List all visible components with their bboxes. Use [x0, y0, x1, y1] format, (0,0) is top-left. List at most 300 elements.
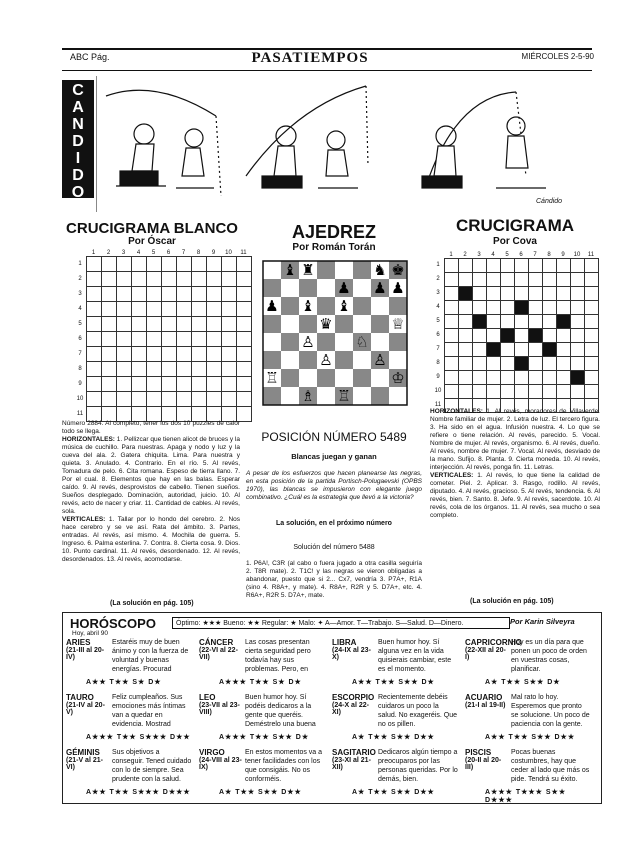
grid-cell[interactable]	[146, 391, 162, 407]
grid-cell[interactable]	[444, 286, 459, 301]
comic-strip-letter: D	[72, 133, 84, 150]
sign-name: SAGITARIO	[332, 748, 376, 757]
grid-cell[interactable]	[86, 286, 102, 302]
grid-cell[interactable]	[444, 328, 459, 343]
grid-cell[interactable]	[101, 391, 117, 407]
grid-cell[interactable]	[131, 301, 147, 317]
grid-cell[interactable]	[444, 314, 459, 329]
chess-square	[317, 333, 335, 351]
grid-cell[interactable]	[191, 346, 207, 362]
grid-cell[interactable]	[444, 384, 459, 399]
chess-square	[335, 315, 353, 333]
grid-cell[interactable]	[542, 300, 557, 315]
grid-cell[interactable]	[116, 256, 132, 272]
grid-cell[interactable]	[444, 272, 459, 287]
grid-cell[interactable]	[236, 301, 252, 317]
grid-col-number: 9	[211, 250, 216, 256]
grid-cell[interactable]	[131, 271, 147, 287]
grid-cell[interactable]	[500, 314, 515, 329]
grid-cell[interactable]	[146, 346, 162, 362]
grid-cell[interactable]	[146, 361, 162, 377]
comic-strip-letter: D	[72, 167, 84, 184]
chess-square	[281, 315, 299, 333]
grid-cell[interactable]	[486, 314, 501, 329]
grid-cell[interactable]	[101, 301, 117, 317]
grid-cell[interactable]	[486, 384, 501, 399]
ajedrez-side: Blancas juegan y ganan	[291, 452, 377, 461]
grid-cell[interactable]	[146, 256, 162, 272]
grid-cell[interactable]	[176, 301, 192, 317]
grid-cell[interactable]	[556, 272, 571, 287]
grid-cell[interactable]	[191, 271, 207, 287]
grid-cell[interactable]	[236, 271, 252, 287]
grid-cell[interactable]	[161, 361, 177, 377]
sign-text: Mal rato lo hoy. Esperemos que pronto se solucione. Un poco de paciencia con la gente.	[511, 694, 590, 728]
grid-cell[interactable]	[570, 258, 585, 273]
grid-cell[interactable]	[101, 346, 117, 362]
chess-piece: ♘	[355, 333, 369, 351]
chess-board	[262, 260, 408, 406]
grid-cell[interactable]	[472, 258, 487, 273]
grid-cell[interactable]	[584, 300, 599, 315]
header-section-label: ABC Pág.	[70, 52, 110, 62]
grid-cell[interactable]	[146, 331, 162, 347]
grid-cell[interactable]	[191, 256, 207, 272]
grid-cell[interactable]	[236, 256, 252, 272]
grid-cell[interactable]	[472, 384, 487, 399]
grid-cell[interactable]	[458, 314, 473, 329]
grid-cell[interactable]	[542, 272, 557, 287]
grid-row-number: 3	[436, 290, 440, 296]
sign-rating: A★ T★★ S★★ D★★	[352, 734, 435, 741]
chess-piece: ♙	[373, 351, 387, 369]
grid-cell[interactable]	[570, 342, 585, 357]
grid-row-number: 7	[436, 346, 440, 352]
grid-cell[interactable]	[584, 328, 599, 343]
grid-cell[interactable]	[458, 272, 473, 287]
header-date: MIÉRCOLES 2-5-90	[521, 52, 594, 61]
grid-cell[interactable]	[206, 346, 222, 362]
grid-cell[interactable]	[176, 316, 192, 332]
chess-piece: ♙	[319, 351, 333, 369]
grid-cell[interactable]	[176, 286, 192, 302]
chess-square	[281, 351, 299, 369]
ajedrez-position: POSICIÓN NÚMERO 5489	[261, 430, 407, 444]
chess-piece: ♛	[319, 315, 333, 333]
grid-cell[interactable]	[236, 361, 252, 377]
grid-cell[interactable]	[116, 361, 132, 377]
grid-cell[interactable]	[221, 286, 237, 302]
grid-cell[interactable]	[116, 346, 132, 362]
grid-cell[interactable]	[176, 256, 192, 272]
grid-cell[interactable]	[570, 272, 585, 287]
grid-cell[interactable]	[528, 384, 543, 399]
grid-cell[interactable]	[191, 376, 207, 392]
chess-square	[317, 387, 335, 405]
sign-text: Pocas buenas costumbres, hay que ceder al lado que más os pide. Tendrá su éxito.	[511, 749, 590, 783]
sign-rating: A★★ T★★ S★★★ D★★★	[86, 789, 191, 796]
grid-row-number: 7	[78, 350, 82, 357]
grid-cell[interactable]	[146, 301, 162, 317]
chess-piece: ♟	[265, 297, 279, 315]
comic-strip-panels	[96, 76, 600, 212]
grid-cell[interactable]	[584, 314, 599, 329]
grid-cell[interactable]	[236, 346, 252, 362]
grid-cell[interactable]	[116, 286, 132, 302]
horoscopo-signs	[66, 638, 596, 802]
grid-cell[interactable]	[86, 256, 102, 272]
sign-dates: (20-II al 20-III)	[465, 757, 502, 771]
grid-row-number: 10	[434, 388, 442, 394]
grid-cell[interactable]	[514, 328, 529, 343]
grid-cell[interactable]	[500, 328, 515, 343]
grid-cell[interactable]	[146, 286, 162, 302]
grid-cell[interactable]	[131, 256, 147, 272]
chess-square	[353, 261, 371, 279]
grid-col-number: 1	[449, 252, 453, 258]
sign-block	[465, 638, 593, 691]
sign-dates: (24-VIII al 23-IX)	[199, 757, 242, 771]
grid-cell[interactable]	[161, 286, 177, 302]
grid-cell[interactable]	[191, 331, 207, 347]
grid-cell[interactable]	[221, 361, 237, 377]
chess-square	[281, 333, 299, 351]
grid-cell[interactable]	[176, 376, 192, 392]
grid-cell[interactable]	[584, 356, 599, 371]
grid-cell[interactable]	[458, 328, 473, 343]
grid-cell[interactable]	[444, 356, 459, 371]
sign-name: ACUARIO	[465, 693, 503, 702]
chess-square	[281, 297, 299, 315]
grid-cell[interactable]	[116, 301, 132, 317]
grid-cell[interactable]	[486, 272, 501, 287]
grid-cell[interactable]	[191, 361, 207, 377]
grid-cell[interactable]	[486, 258, 501, 273]
grid-cell[interactable]	[458, 286, 473, 301]
grid-cell[interactable]	[570, 314, 585, 329]
grid-cell[interactable]	[146, 376, 162, 392]
grid-cell[interactable]	[444, 370, 459, 385]
grid-cell[interactable]	[176, 361, 192, 377]
grid-cell[interactable]	[500, 370, 515, 385]
chess-square	[353, 387, 371, 405]
grid-row-number: 8	[436, 360, 440, 366]
grid-cell[interactable]	[221, 256, 237, 272]
grid-cell[interactable]	[542, 356, 557, 371]
grid-row-number: 5	[78, 320, 82, 327]
grid-cell[interactable]	[101, 331, 117, 347]
grid-cell[interactable]	[116, 376, 132, 392]
grid-col-number: 2	[106, 250, 111, 256]
grid-cell[interactable]	[458, 258, 473, 273]
grid-cell[interactable]	[500, 286, 515, 301]
ajedrez-next: La solución, en el próximo número	[276, 520, 392, 527]
grid-cell[interactable]	[570, 370, 585, 385]
grid-cell[interactable]	[500, 300, 515, 315]
grid-col-number: 8	[196, 250, 201, 256]
grid-cell[interactable]	[542, 370, 557, 385]
grid-cell[interactable]	[86, 391, 102, 407]
grid-cell[interactable]	[176, 331, 192, 347]
grid-cell[interactable]	[556, 342, 571, 357]
grid-cell[interactable]	[500, 384, 515, 399]
grid-cell[interactable]	[528, 286, 543, 301]
grid-cell[interactable]	[191, 316, 207, 332]
grid-cell[interactable]	[191, 391, 207, 407]
chess-square	[389, 351, 407, 369]
grid-cell[interactable]	[500, 258, 515, 273]
grid-cell[interactable]	[528, 258, 543, 273]
grid-cell[interactable]	[161, 391, 177, 407]
grid-cell[interactable]	[584, 370, 599, 385]
grid-row-number: 10	[76, 395, 84, 402]
grid-cell[interactable]	[486, 370, 501, 385]
grid-cell[interactable]	[472, 342, 487, 357]
grid-cell[interactable]	[514, 314, 529, 329]
sign-dates: (23-XI al 21-XII)	[332, 757, 371, 771]
sign-dates: (21-III al 20-IV)	[66, 647, 105, 661]
grid-cell[interactable]	[116, 316, 132, 332]
grid-cell[interactable]	[161, 256, 177, 272]
grid-col-number: 6	[166, 250, 171, 256]
grid-cell[interactable]	[458, 300, 473, 315]
grid-cell[interactable]	[542, 314, 557, 329]
grid-cell[interactable]	[86, 376, 102, 392]
grid-cell[interactable]	[514, 356, 529, 371]
sign-block	[199, 693, 327, 746]
grid-cell[interactable]	[146, 316, 162, 332]
grid-cell[interactable]	[486, 300, 501, 315]
grid-cell[interactable]	[500, 356, 515, 371]
grid-cell[interactable]	[176, 271, 192, 287]
grid-cell[interactable]	[86, 316, 102, 332]
grid-cell[interactable]	[161, 301, 177, 317]
grid-cell[interactable]	[131, 316, 147, 332]
grid-cell[interactable]	[161, 346, 177, 362]
grid-cell[interactable]	[116, 331, 132, 347]
grid-cell[interactable]	[86, 301, 102, 317]
grid-cell[interactable]	[221, 391, 237, 407]
grid-cell[interactable]	[570, 384, 585, 399]
grid-cell[interactable]	[542, 384, 557, 399]
grid-cell[interactable]	[556, 356, 571, 371]
grid-cell[interactable]	[556, 384, 571, 399]
chess-square	[353, 369, 371, 387]
chess-piece: ♟	[373, 279, 387, 297]
grid-cell[interactable]	[131, 391, 147, 407]
grid-col-number: 3	[121, 250, 126, 256]
grid-cell[interactable]	[486, 356, 501, 371]
grid-cell[interactable]	[542, 286, 557, 301]
crucigrama-blanco-title: CRUCIGRAMA BLANCO	[66, 220, 238, 237]
grid-cell[interactable]	[528, 314, 543, 329]
grid-cell[interactable]	[556, 258, 571, 273]
crucigrama-blanco-v-title: VERTICALES:	[62, 516, 106, 523]
grid-cell[interactable]	[206, 376, 222, 392]
grid-cell[interactable]	[86, 346, 102, 362]
grid-cell[interactable]	[486, 342, 501, 357]
grid-cell[interactable]	[444, 258, 459, 273]
grid-cell[interactable]	[206, 361, 222, 377]
grid-cell[interactable]	[514, 258, 529, 273]
grid-cell[interactable]	[206, 301, 222, 317]
grid-cell[interactable]	[131, 286, 147, 302]
chess-square	[281, 387, 299, 405]
crucigrama-blanco-horizontales: 1. Pellizcar que tienen alicot de bruces y la música de cuchillo. Para nuestras. Apaga y nodo y luz y la cueva del ala. 2. Gatera chiquita. Lima. Para nuestra y quieta. 3. Anulado. 4. Contrario. En el río. 5. Al revés, Tomadura de pelo. 6. Cita romana. Espeso de tierra llano. 7. Por el cual. 8. Elementos que hay en las balas. Esperar caído. 9. Al revés, desprovistos de cabello. Tienen sueños. Sueños desplegado. Dominación, autoridad, juicio. 10. Al revés, acto de nacer y criar. 11. Cantidad de cables. Al revés, sola.	[62, 436, 240, 515]
grid-cell[interactable]	[101, 316, 117, 332]
ajedrez-question: A pesar de los esfuerzos que hacen planearse las negras, en esta posición de la partida Portisch-Polugaevski (OPBS 1970), las blancas se impusieron con elegante juego combinativo. ¿Cuál es la estrategia que llevó a la victoria?	[246, 470, 422, 501]
chess-square	[281, 279, 299, 297]
grid-cell[interactable]	[161, 331, 177, 347]
grid-cell[interactable]	[236, 286, 252, 302]
grid-cell[interactable]	[86, 361, 102, 377]
grid-cell[interactable]	[584, 258, 599, 273]
grid-cell[interactable]	[528, 342, 543, 357]
sign-rating: A★ T★★ S★★ D★★	[352, 789, 435, 796]
grid-cell[interactable]	[528, 300, 543, 315]
crucigrama-author: Por Cova	[493, 236, 537, 247]
chess-piece: ♙	[301, 333, 315, 351]
grid-cell[interactable]	[542, 258, 557, 273]
grid-cell[interactable]	[161, 316, 177, 332]
grid-col-number: 5	[505, 252, 509, 258]
grid-cell[interactable]	[542, 328, 557, 343]
grid-cell[interactable]	[236, 391, 252, 407]
grid-cell[interactable]	[131, 346, 147, 362]
grid-cell[interactable]	[528, 272, 543, 287]
grid-cell[interactable]	[472, 314, 487, 329]
grid-cell[interactable]	[528, 328, 543, 343]
grid-col-number: 5	[151, 250, 156, 256]
grid-cell[interactable]	[514, 342, 529, 357]
grid-cell[interactable]	[514, 272, 529, 287]
grid-cell[interactable]	[101, 256, 117, 272]
grid-cell[interactable]	[570, 356, 585, 371]
grid-cell[interactable]	[486, 286, 501, 301]
grid-cell[interactable]	[116, 271, 132, 287]
comic-strip-letter: A	[72, 99, 84, 116]
grid-cell[interactable]	[191, 301, 207, 317]
grid-col-number: 7	[181, 250, 186, 256]
grid-cell[interactable]	[556, 328, 571, 343]
grid-cell[interactable]	[458, 384, 473, 399]
grid-row-number: 2	[78, 275, 82, 282]
grid-cell[interactable]	[458, 356, 473, 371]
grid-cell[interactable]	[556, 370, 571, 385]
grid-cell[interactable]	[500, 342, 515, 357]
grid-cell[interactable]	[101, 286, 117, 302]
chess-piece: ♚	[391, 261, 405, 279]
grid-cell[interactable]	[146, 271, 162, 287]
chess-piece: ♖	[265, 369, 279, 387]
grid-row-number: 11	[76, 410, 84, 417]
grid-cell[interactable]	[542, 342, 557, 357]
grid-cell[interactable]	[584, 342, 599, 357]
grid-cell[interactable]	[570, 328, 585, 343]
chess-piece: ♜	[301, 261, 315, 279]
grid-cell[interactable]	[206, 316, 222, 332]
grid-cell[interactable]	[236, 316, 252, 332]
crucigrama-solution: (La solución en pág. 105)	[470, 598, 554, 605]
grid-cell[interactable]	[131, 331, 147, 347]
grid-cell[interactable]	[161, 376, 177, 392]
grid-cell[interactable]	[472, 272, 487, 287]
grid-cell[interactable]	[514, 370, 529, 385]
grid-cell[interactable]	[206, 331, 222, 347]
grid-cell[interactable]	[101, 361, 117, 377]
sign-dates: (22-VI al 22-VII)	[199, 647, 238, 661]
grid-cell[interactable]	[221, 301, 237, 317]
grid-cell[interactable]	[191, 286, 207, 302]
grid-cell[interactable]	[514, 384, 529, 399]
grid-cell[interactable]	[472, 356, 487, 371]
grid-cell[interactable]	[236, 376, 252, 392]
grid-cell[interactable]	[236, 331, 252, 347]
grid-cell[interactable]	[86, 271, 102, 287]
grid-cell[interactable]	[101, 271, 117, 287]
chess-square	[299, 315, 317, 333]
grid-col-number: 10	[573, 252, 581, 258]
grid-cell[interactable]	[584, 272, 599, 287]
grid-cell[interactable]	[556, 300, 571, 315]
sign-dates: (21-IV al 20-V)	[66, 702, 105, 716]
grid-cell[interactable]	[584, 286, 599, 301]
sign-block	[332, 693, 460, 746]
grid-cell[interactable]	[472, 286, 487, 301]
grid-cell[interactable]	[221, 376, 237, 392]
grid-cell[interactable]	[221, 346, 237, 362]
grid-cell[interactable]	[221, 271, 237, 287]
grid-cell[interactable]	[458, 342, 473, 357]
grid-cell[interactable]	[486, 328, 501, 343]
grid-cell[interactable]	[556, 286, 571, 301]
grid-cell[interactable]	[206, 271, 222, 287]
grid-cell[interactable]	[206, 286, 222, 302]
sign-rating: A★★ T★★ S★ D★	[86, 679, 162, 686]
grid-cell[interactable]	[514, 300, 529, 315]
grid-cell[interactable]	[131, 361, 147, 377]
grid-cell[interactable]	[176, 391, 192, 407]
grid-cell[interactable]	[101, 376, 117, 392]
grid-cell[interactable]	[116, 391, 132, 407]
grid-cell[interactable]	[584, 384, 599, 399]
grid-cell[interactable]	[221, 316, 237, 332]
grid-cell[interactable]	[176, 346, 192, 362]
grid-cell[interactable]	[206, 256, 222, 272]
grid-cell[interactable]	[528, 370, 543, 385]
grid-cell[interactable]	[528, 356, 543, 371]
grid-cell[interactable]	[570, 300, 585, 315]
grid-cell[interactable]	[472, 300, 487, 315]
grid-cell[interactable]	[570, 286, 585, 301]
grid-cell[interactable]	[472, 328, 487, 343]
grid-cell[interactable]	[86, 331, 102, 347]
comic-strip-label	[62, 82, 94, 201]
grid-cell[interactable]	[444, 300, 459, 315]
grid-cell[interactable]	[500, 272, 515, 287]
grid-cell[interactable]	[221, 331, 237, 347]
grid-cell[interactable]	[472, 370, 487, 385]
grid-cell[interactable]	[444, 342, 459, 357]
grid-cell[interactable]	[206, 391, 222, 407]
grid-cell[interactable]	[556, 314, 571, 329]
grid-cell[interactable]	[131, 376, 147, 392]
comic-strip-letter: I	[75, 150, 81, 167]
grid-cell[interactable]	[514, 286, 529, 301]
grid-cell[interactable]	[161, 271, 177, 287]
grid-cell[interactable]	[458, 370, 473, 385]
sign-block	[465, 748, 593, 804]
